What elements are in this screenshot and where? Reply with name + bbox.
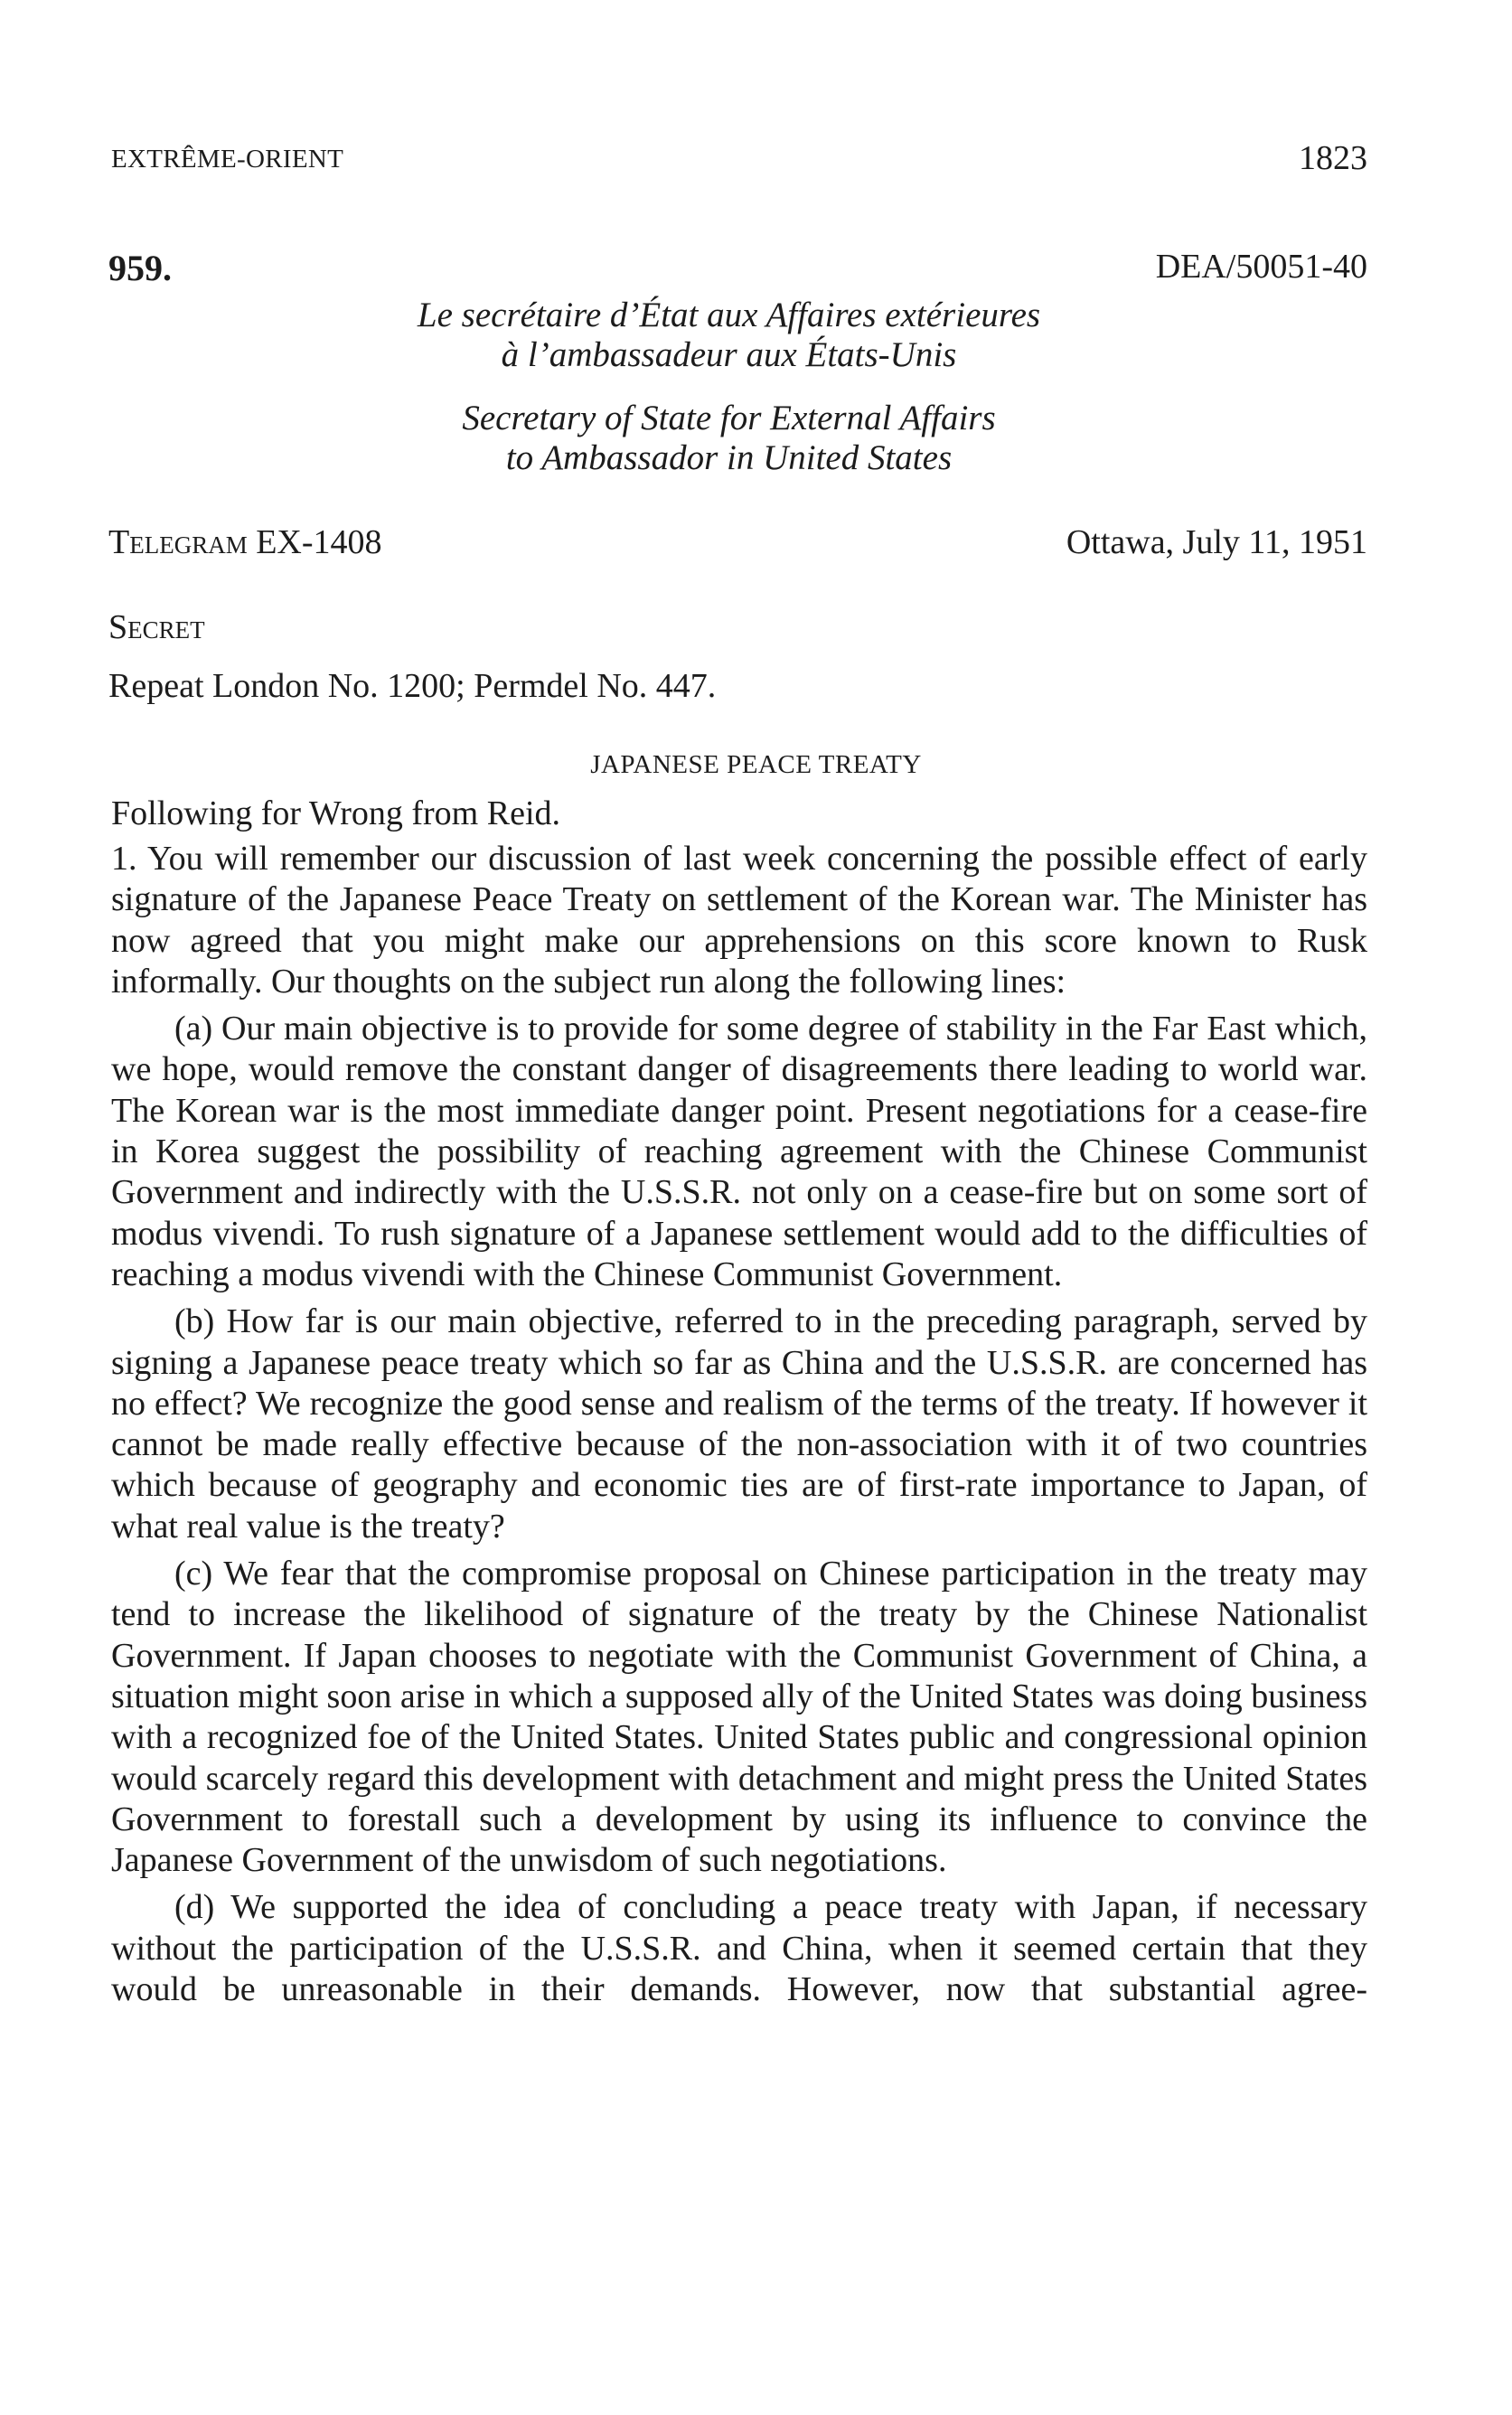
place-date: Ottawa, July 11, 1951 [1066, 523, 1367, 561]
file-reference: DEA/50051-40 [1155, 248, 1367, 286]
paragraph: (b) How far is our main objective, referred to in the preceding paragraph, served by signing a Japanese peace treaty which so far as China and the U.S.S.R. are concerned has no effect? We recognize the good sense and realism of the terms of the treaty. If however it cannot be made really effective because of the non-association with it of two countries which because of geography and economic ties are of first-rate importance to Japan, of what real value is the treaty? [111, 1302, 1367, 1546]
title-french-line: Le secrétaire d’État aux Affaires extérieures [417, 296, 1041, 334]
body-text [111, 839, 1367, 2016]
paragraph: 1. You will remember our discussion of last week concerning the possible effect of early signature of the Japanese Peace Treaty on settlement of the Korean war. The Minister has now agreed that you might make our apprehensions on this score known to Rusk informally. Our thoughts on the subject run along the following lines: [111, 840, 1367, 1001]
reference-number: EX-1408 [256, 523, 382, 561]
telegram-line [108, 522, 382, 562]
title-english-line: Secretary of State for External Affairs [462, 399, 996, 437]
subject-heading: JAPANESE PEACE TREATY [590, 750, 922, 779]
paragraph: (d) We supported the idea of concluding a peace treaty with Japan, if necessary without the participation of the U.S.S.R. and China, when it seemed certain that they would be unreasonable in their demands. However, now that substantial agree- [111, 1888, 1367, 2009]
title-french [0, 296, 1485, 375]
paragraph: (a) Our main objective is to provide for some degree of stability in the Far East which, we hope, would remove the constant danger of disagreements there leading to world war. The Korean war is the most immediate danger point. Present negotiations for a cease-fire in Korea suggest the possibility of reaching agreement with the Chinese Communist Government and indirectly with the U.S.S.R. not only on a cease-fire but on some sort of modus vivendi. To rush signature of a Japanese settlement would add to the difficulties of reaching a modus vivendi with the Chinese Communist Government. [111, 1010, 1367, 1293]
classification: Secret [108, 608, 205, 646]
page-number: 1823 [1299, 139, 1367, 177]
title-french-line: à l’ambassadeur aux États-Unis [501, 335, 957, 374]
title-english [0, 399, 1485, 478]
document-number: 959. [108, 248, 172, 288]
intro-line: Following for Wrong from Reid. [111, 794, 561, 832]
document-type: Telegram [108, 523, 248, 561]
title-english-line: to Ambassador in United States [505, 438, 953, 477]
repeat-line: Repeat London No. 1200; Permdel No. 447. [108, 667, 717, 705]
paragraph: (c) We fear that the compromise proposal on Chinese participation in the treaty may tend to increase the likelihood of signature of the treaty by the Chinese Nationalist Government. If Japan chooses to negotiate with the Communist Government of China, a situation might soon arise in which a supposed ally of the United States was doing business with a recognized foe of the United States. United States public and congressional opinion would scarcely regard this development with detachment and might press the United States Government to forestall such a development by using its influence to convince the Japanese Government of the unwisdom of such negotiations. [111, 1555, 1368, 1880]
running-head: EXTRÊME-ORIENT [111, 145, 344, 174]
